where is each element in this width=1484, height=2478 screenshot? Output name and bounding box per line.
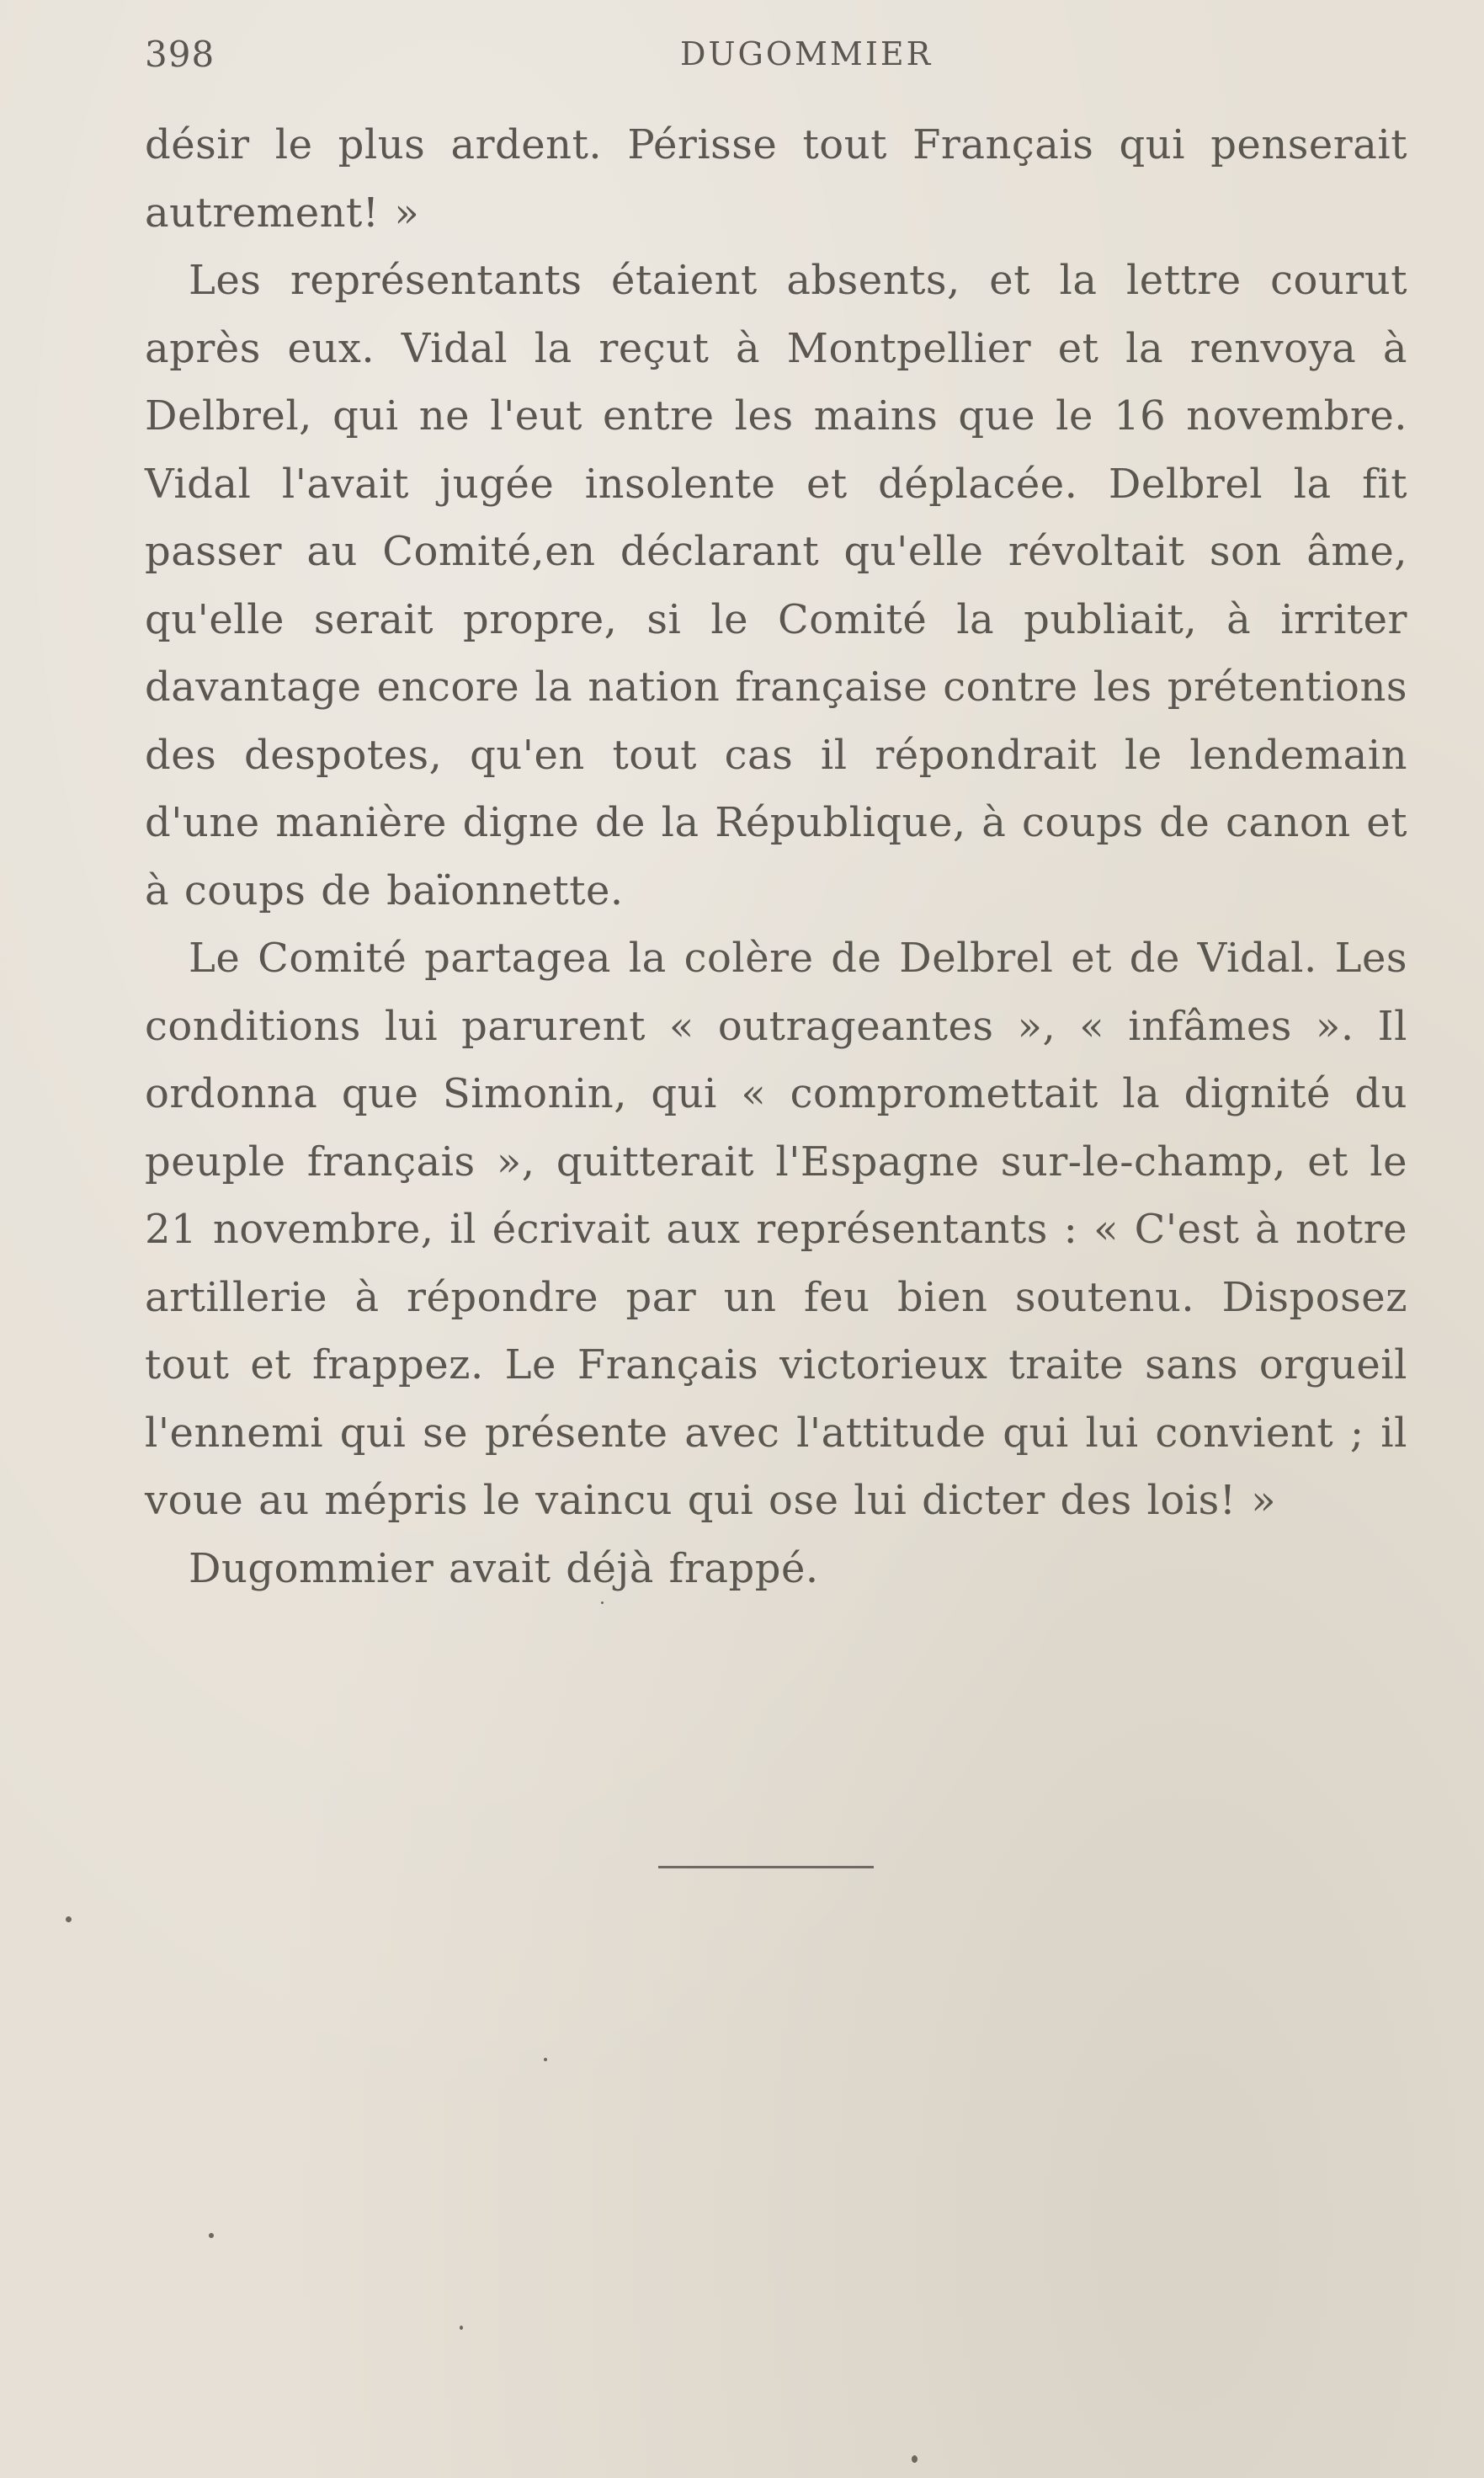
paper-speck [209, 2233, 214, 2238]
paragraph-committee: Le Comité partagea la colère de Delbrel et de Vidal. Les conditions lui parurent « outrageantes », « infâmes ». Il ordonna que Simonin, qui « compromettait la dignité du peuple français », quitterait l'Espagne sur-le-champ, et le 21 novembre, il écrivait aux représentants : « C'est à notre artillerie à répondre par un feu bien soutenu. Disposez tout et frappez. Le Français victorieux traite sans orgueil l'ennemi qui se présente avec l'attitude qui lui convient ; il voue au mépris le vaincu qui ose lui dicter des lois! » [145, 935, 1407, 1524]
paragraph-dugommier: Dugommier avait déjà frappé. [189, 1544, 819, 1592]
section-end-rule [658, 1866, 874, 1868]
paragraph-continuation: désir le plus ardent. Périsse tout Français qui penserait autrement! » [145, 121, 1407, 237]
paragraph-representatives: Les représentants étaient absents, et la lettre courut après eux. Vidal la reçut à Montpellier et la renvoya à Delbrel, qui ne l'eut entre les mains que le 16 novembre. Vidal l'avait jugée insolente et déplacée. Delbrel la fit passer au Comité,en déclarant qu'elle révoltait son âme, qu'elle serait propre, si le Comité la publiait, à irriter davantage encore la nation française contre les prétentions des despotes, qu'en tout cas il répondrait le lendemain d'une manière digne de la République, à coups de canon et à coups de baïonnette. [145, 257, 1407, 914]
paper-speck [66, 1916, 72, 1922]
page-number: 398 [145, 34, 215, 75]
paper-speck [460, 2326, 463, 2330]
body-text [145, 111, 1407, 1602]
paper-speck [544, 2058, 547, 2061]
running-head [145, 34, 1407, 84]
paper-speck [912, 2455, 918, 2463]
paper-speck [601, 1601, 604, 1604]
running-title: DUGOMMIER [680, 35, 933, 72]
